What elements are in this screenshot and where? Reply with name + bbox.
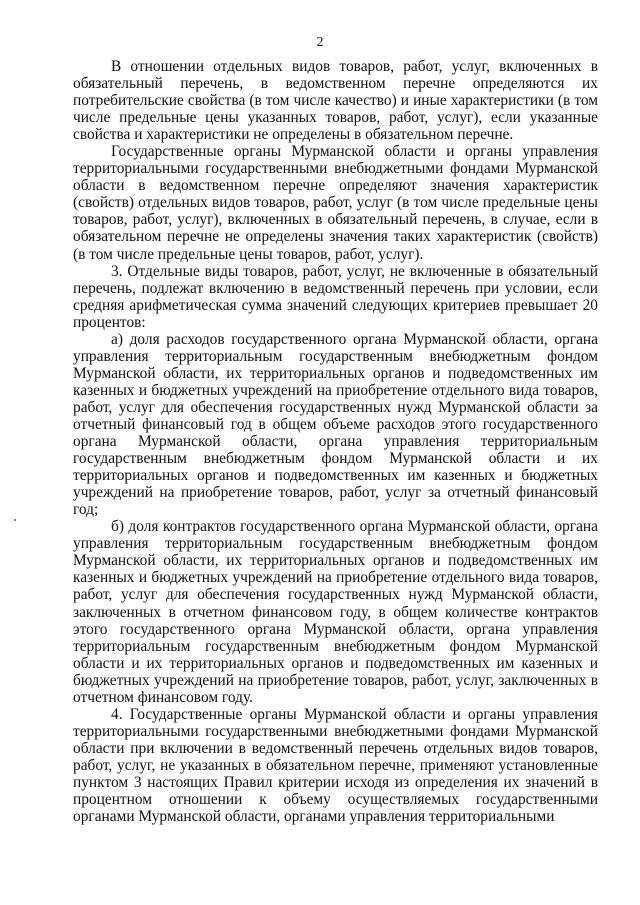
document-body bbox=[73, 58, 598, 825]
paragraph-item-3-inclusion-criteria: 3. Отдельные виды товаров, работ, услуг, не включенные в обязательный перечень, подлежат включению в ведомственный перечень при условии, если средняя арифметическая сумма значений следующих критериев превышает 20 процентов: bbox=[73, 262, 598, 331]
paragraph-item-3b-contracts-share: б) доля контрактов государственного органа Мурманской области, органа управления территориальным государственным внебюджетным фондом Мурманской области, их территориальных органов и подведомственных им казенных и бюджетных учреждений на приобретение отдельного вида товаров, работ, услуг для обеспечения государственных нужд Мурманской области, заключенных в отчетном финансовом году, в общем количестве контрактов этого государственного органа Мурманской области, органа управления территориальным государственным внебюджетным фондом Мурманской области и их территориальных органов и подведомственных им казенных и бюджетных учреждений на приобретение товаров, работ, услуг, заключенных в отчетном финансовом году. bbox=[73, 518, 598, 706]
paragraph-item-4-criteria-application: 4. Государственные органы Мурманской области и органы управления территориальными государственными внебюджетными фондами Мурманской области при включении в ведомственный перечень отдельных видов товаров, работ, услуг, не указанных в обязательном перечне, применяют установленные пунктом 3 настоящих Правил критерии исходя из определения их значений в процентном отношении к объему осуществляемых государственными органами Мурманской области, органами управления территориальными bbox=[73, 705, 598, 826]
page-number: 2 bbox=[316, 35, 324, 50]
paragraph-state-bodies-define-values: Государственные органы Мурманской области и органы управления территориальными государственными внебюджетными фондами Мурманской области в ведомственном перечне определяют значения характеристик (свойств) отдельных видов товаров, работ, услуг (в том числе предельные цены товаров, работ, услуг), включенных в обязательный перечень, в случае, если в обязательном перечне не определены значения таких характеристик (свойств) (в том числе предельные цены товаров, работ, услуг). bbox=[73, 143, 598, 263]
paragraph-properties-in-mandatory-list: В отношении отдельных видов товаров, работ, услуг, включенных в обязательный перечень, в ведомственном перечне определяются их потребительские свойства (в том числе качество) и иные характеристики (в том числе предельные цены указанных товаров, работ, услуг), если указанные свойства и характеристики не определены в обязательном перечне. bbox=[73, 58, 598, 144]
paragraph-item-3a-expenses-share: а) доля расходов государственного органа Мурманской области, органа управления территориальным государственным внебюджетным фондом Мурманской области, их территориальных органов и подведомственных им казенных и бюджетных учреждений на приобретение отдельного вида товаров, работ, услуг для обеспечения государственных нужд Мурманской области за отчетный финансовый год в общем объеме расходов этого государственного органа Мурманской области, органа управления территориальным государственным внебюджетным фондом Мурманской области и их территориальных органов и подведомственных им казенных и бюджетных учреждений на приобретение товаров, работ, услуг за отчетный финансовый год; bbox=[73, 330, 598, 519]
scan-speck bbox=[14, 519, 16, 521]
